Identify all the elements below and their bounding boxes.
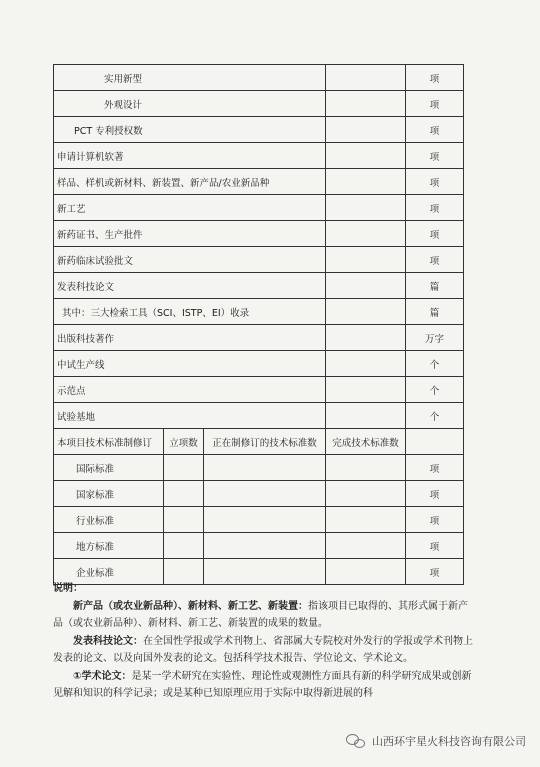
unit-cell: 项	[406, 91, 464, 117]
table-row	[54, 247, 464, 273]
table-row	[54, 169, 464, 195]
unit-cell: 项	[406, 117, 464, 143]
unit-cell: 个	[406, 377, 464, 403]
table-row	[54, 533, 464, 559]
value-cell	[326, 91, 406, 117]
item-label: 新工艺	[54, 195, 326, 221]
item-label: 外观设计	[54, 91, 326, 117]
unit-cell: 个	[406, 403, 464, 429]
standard-label: 国际标准	[54, 455, 164, 481]
achievements-table	[53, 64, 464, 585]
unit-cell: 篇	[406, 273, 464, 299]
table-row	[54, 325, 464, 351]
value-cell	[326, 455, 406, 481]
wechat-icon	[346, 734, 366, 748]
note-text: 在全国性学报或学术刊物上、省部属大专院校对外发行的学报或学术刊物上发表的论文、以及向国外发表的论文。包括科学技术报告、学位论文、学术论文。	[53, 635, 473, 664]
value-cell	[326, 247, 406, 273]
table-row	[54, 195, 464, 221]
value-cell	[326, 351, 406, 377]
note-paragraph	[53, 633, 473, 668]
unit-cell: 项	[406, 247, 464, 273]
item-label: 试验基地	[54, 403, 326, 429]
value-cell	[204, 481, 326, 507]
unit-cell: 项	[406, 455, 464, 481]
item-label: 其中：三大检索工具（SCI、ISTP、EI）收录	[54, 299, 326, 325]
item-label: 示范点	[54, 377, 326, 403]
note-text: 是某一学术研究在实验性、理论性或观测性方面具有新的科学研究成果或创新见解和知识的科学记录；或是某种已知原理应用于实际中取得新进展的科	[53, 670, 472, 699]
note-term: 新产品（或农业新品种）、新材料、新工艺、新装置：	[73, 600, 308, 612]
item-label: PCT 专利授权数	[54, 117, 326, 143]
table-row	[54, 507, 464, 533]
col-header-approved: 立项数	[164, 429, 204, 455]
unit-cell: 项	[406, 559, 464, 585]
value-cell	[326, 221, 406, 247]
value-cell	[326, 325, 406, 351]
standard-label: 地方标准	[54, 533, 164, 559]
value-cell	[164, 455, 204, 481]
table-row	[54, 455, 464, 481]
item-label: 新药临床试验批文	[54, 247, 326, 273]
note-term: ①学术论文：	[73, 670, 132, 682]
value-cell	[326, 169, 406, 195]
table-row	[54, 143, 464, 169]
value-cell	[326, 273, 406, 299]
value-cell	[326, 403, 406, 429]
value-cell	[326, 377, 406, 403]
value-cell	[204, 533, 326, 559]
value-cell	[326, 507, 406, 533]
unit-cell: 篇	[406, 299, 464, 325]
unit-cell: 项	[406, 195, 464, 221]
table-row	[54, 351, 464, 377]
note-paragraph	[53, 598, 473, 633]
table-row	[54, 481, 464, 507]
unit-cell: 项	[406, 221, 464, 247]
note-paragraph	[53, 668, 473, 703]
col-header-in-progress: 正在制修订的技术标准数	[204, 429, 326, 455]
table-row	[54, 273, 464, 299]
note-text: 指该项目已取得的、其形式属于新产品（或农业新品种）、新材料、新工艺、新装置的成果的数量。	[53, 600, 468, 629]
standards-header-row	[54, 429, 464, 455]
table-row	[54, 221, 464, 247]
value-cell	[326, 195, 406, 221]
unit-cell: 万字	[406, 325, 464, 351]
value-cell	[204, 455, 326, 481]
item-label: 出版科技著作	[54, 325, 326, 351]
unit-cell: 项	[406, 533, 464, 559]
item-label: 发表科技论文	[54, 273, 326, 299]
note-term: 发表科技论文：	[73, 635, 143, 647]
unit-cell: 项	[406, 507, 464, 533]
value-cell	[326, 65, 406, 91]
value-cell	[326, 533, 406, 559]
notes-heading: 说明：	[53, 583, 83, 594]
footer-text: 山西环宇星火科技咨询有限公司	[372, 735, 526, 748]
unit-cell: 个	[406, 351, 464, 377]
watermark-footer	[346, 733, 526, 749]
table-row	[54, 65, 464, 91]
table-row	[54, 91, 464, 117]
table-row	[54, 299, 464, 325]
item-label: 中试生产线	[54, 351, 326, 377]
table-row	[54, 377, 464, 403]
value-cell	[326, 299, 406, 325]
notes-section	[53, 580, 473, 703]
unit-cell: 项	[406, 65, 464, 91]
col-header-completed: 完成技术标准数	[326, 429, 406, 455]
unit-cell: 项	[406, 481, 464, 507]
standard-label: 行业标准	[54, 507, 164, 533]
value-cell	[326, 117, 406, 143]
value-cell	[204, 507, 326, 533]
standard-label: 国家标准	[54, 481, 164, 507]
value-cell	[326, 481, 406, 507]
table-row	[54, 117, 464, 143]
item-label: 实用新型	[54, 65, 326, 91]
unit-cell: 项	[406, 169, 464, 195]
value-cell	[164, 481, 204, 507]
value-cell	[164, 533, 204, 559]
item-label: 申请计算机软著	[54, 143, 326, 169]
standard-label: 企业标准	[54, 559, 164, 585]
value-cell	[164, 507, 204, 533]
value-cell	[326, 143, 406, 169]
table-row	[54, 403, 464, 429]
unit-cell: 项	[406, 143, 464, 169]
unit-cell	[406, 429, 464, 455]
item-label: 样品、样机或新材料、新装置、新产品/农业新品种	[54, 169, 326, 195]
item-label: 新药证书、生产批件	[54, 221, 326, 247]
standards-title: 本项目技术标准制修订	[54, 429, 164, 455]
